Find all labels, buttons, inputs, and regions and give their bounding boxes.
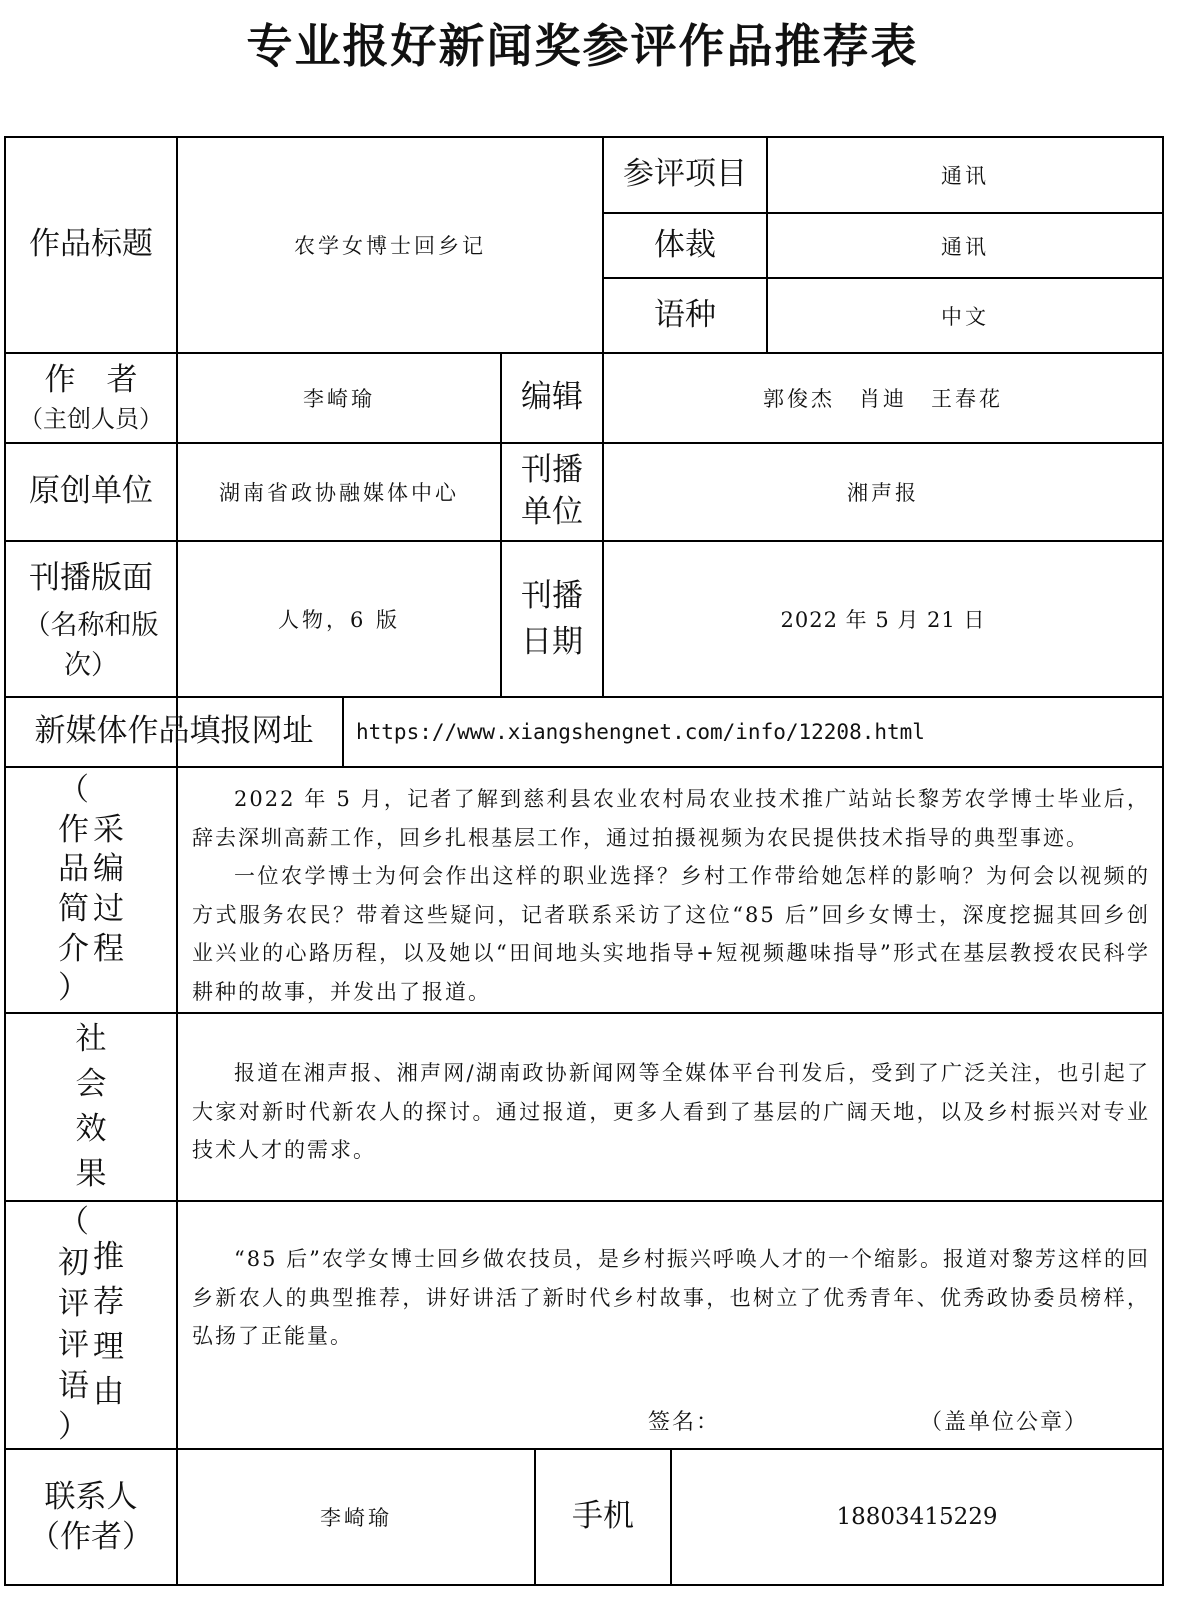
- intro-paragraph: 2022 年 5 月，记者了解到慈利县农业农村局农业技术推广站站长黎芳农学博士毕业后，辞去深圳高薪工作，回乡扎根基层工作，通过拍摄视频为农民提供技术指导的典型事迹。: [192, 787, 1150, 850]
- publish-unit-label-line2: 单位: [521, 494, 583, 530]
- intro-label-char: 程: [93, 930, 124, 967]
- intro-label-char: 编: [93, 851, 124, 888]
- recommendation-form: [4, 136, 1164, 1586]
- review-label-char: 语: [58, 1367, 89, 1404]
- work-title-value: 农学女博士回乡记: [294, 234, 486, 258]
- category-label: 参评项目: [623, 156, 747, 193]
- date-label-line2: 日期: [521, 624, 583, 660]
- intro-label-char: ）: [58, 970, 89, 1007]
- page-label-line2: （名称和版: [23, 609, 159, 641]
- review-label: [6, 1202, 176, 1448]
- phone-value[interactable]: 18803415229: [836, 1504, 998, 1530]
- review-text: “85 后”农学女博士回乡做农技员，是乡村振兴呼唤人才的一个缩影。报道对黎芳这样的回乡新农人的典型推荐，讲好讲活了新时代乡村故事，也树立了优秀青年、优秀政协委员榜样，弘扬了正能量。: [192, 1247, 1150, 1348]
- phone-label: 手机: [572, 1498, 634, 1535]
- url-value[interactable]: https://www.xiangshengnet.com/info/12208.html: [356, 720, 925, 744]
- language-label: 语种: [654, 296, 716, 333]
- intro-label-col2: [93, 811, 124, 970]
- contact-value: 李崎瑜: [320, 1506, 392, 1530]
- intro-label-char: 品: [58, 851, 89, 888]
- row-divider: [4, 766, 1164, 768]
- date-label-line1: 刊播: [521, 577, 583, 614]
- date-label: [502, 542, 602, 696]
- work-title-label: 作品标题: [29, 226, 153, 263]
- review-label-char: ）: [58, 1408, 89, 1445]
- intro-label-char: 作: [58, 811, 89, 848]
- intro-paragraph: 一位农学博士为何会作出这样的职业选择？乡村工作带给她怎样的影响？为何会以视频的方式服务农民？带着这些疑问，记者联系采访了这位“85 后”回乡女博士，深度挖掘其回乡创业兴业的心路历程，以及她以“田间地头实地指导+短视频趣味指导”形式在基层教授农民科学耕种的故事，并发出了报道。: [192, 864, 1150, 1004]
- intro-label-char: 过: [93, 891, 124, 927]
- author-label-line2: （主创人员）: [19, 405, 163, 434]
- effect-label: [6, 1014, 176, 1200]
- row-divider: [4, 1200, 1164, 1202]
- review-label-col2: [93, 1235, 124, 1415]
- page-value: 人物，6 版: [277, 608, 401, 632]
- intro-label-col1: [58, 771, 89, 1009]
- row-divider: [4, 1012, 1164, 1014]
- editor-label: 编辑: [521, 379, 583, 416]
- language-value: 中文: [941, 304, 989, 329]
- intro-label-char: 采: [93, 811, 124, 848]
- effect-label-char: 会: [75, 1066, 107, 1103]
- review-label-char: 由: [93, 1373, 124, 1410]
- review-label-char: 理: [93, 1329, 124, 1365]
- intro-label-char: 介: [58, 930, 89, 967]
- review-label-char: 推: [93, 1239, 124, 1276]
- signature-label: 签名：: [647, 1409, 720, 1435]
- review-label-char: （: [58, 1204, 89, 1241]
- review-label-char: 荐: [93, 1284, 124, 1321]
- intro-label: [6, 768, 176, 1012]
- seal-label: （盖单位公章）: [919, 1409, 1088, 1435]
- page-label-line1: 刊播版面: [29, 560, 153, 597]
- effect-text: 报道在湘声报、湘声网/湖南政协新闻网等全媒体平台刊发后，受到了广泛关注，也引起了大家对新时代新农人的探讨。通过报道，更多人看到了基层的广阔天地，以及乡村振兴对专业技术人才的需求。: [192, 1061, 1150, 1162]
- author-label-line1: 作 者: [44, 361, 138, 398]
- effect-label-char: 社: [75, 1021, 107, 1058]
- page-label: [6, 542, 176, 696]
- intro-label-char: 简: [58, 891, 89, 927]
- review-label-char: 评: [58, 1327, 89, 1363]
- author-value: 李崎瑜: [303, 387, 375, 411]
- origin-unit-label: 原创单位: [29, 473, 153, 510]
- genre-value: 通讯: [941, 234, 989, 259]
- intro-text: [192, 780, 1150, 1011]
- page-label-line3: 次）: [64, 650, 118, 682]
- col-divider: [176, 766, 178, 1448]
- effect-label-char: 效: [75, 1111, 107, 1147]
- table-border-bottom: [4, 1584, 1164, 1586]
- effect-label-char: 果: [75, 1155, 107, 1192]
- contact-label: [6, 1450, 176, 1584]
- review-label-char: 评: [58, 1286, 89, 1323]
- url-label: 新媒体作品填报网址: [34, 713, 314, 750]
- form-title: 专业报好新闻奖参评作品推荐表: [246, 19, 919, 73]
- publish-unit-label-line1: 刊播: [521, 452, 583, 489]
- editor-value: 郭俊杰 肖迪 王春花: [763, 387, 1003, 411]
- intro-label-char: （: [58, 771, 89, 808]
- genre-label: 体裁: [654, 226, 716, 263]
- contact-label-line2: （作者）: [29, 1519, 153, 1555]
- author-label: [6, 354, 176, 442]
- publish-unit-label: [502, 444, 602, 540]
- contact-label-line1: 联系人: [44, 1478, 138, 1515]
- publish-unit-value: 湘声报: [847, 481, 919, 505]
- date-value: 2022 年 5 月 21 日: [780, 608, 986, 632]
- category-value: 通讯: [941, 164, 989, 188]
- review-label-col1: [58, 1202, 89, 1447]
- origin-unit-value: 湖南省政协融媒体中心: [219, 481, 459, 505]
- review-label-char: 初: [58, 1245, 89, 1282]
